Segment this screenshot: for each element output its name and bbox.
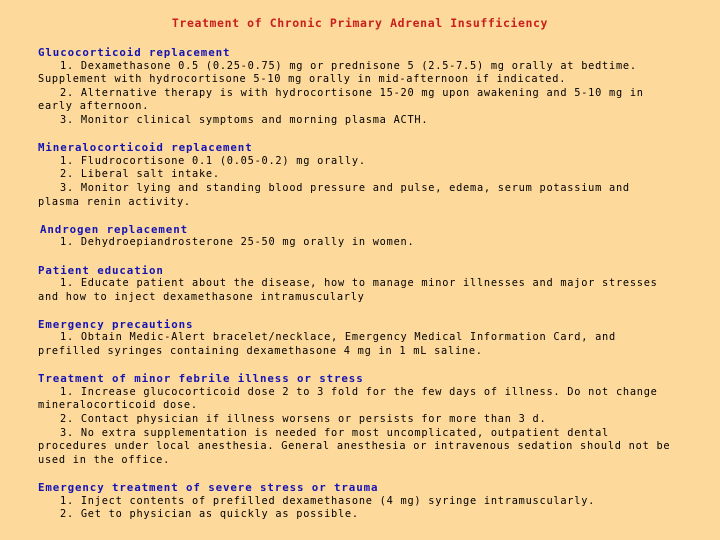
section-patient-education xyxy=(38,264,678,305)
section-mineralocorticoid xyxy=(38,141,678,209)
section-heading: Treatment of minor febrile illness or stress xyxy=(38,372,364,386)
section-heading: Glucocorticoid replacement xyxy=(38,46,231,59)
section-emergency-precautions xyxy=(38,318,678,359)
list-item: 2. Alternative therapy is with hydrocortisone 15-20 mg upon awakening and 5-10 mg in early afternoon. xyxy=(38,86,644,113)
list-item: 3. Monitor clinical symptoms and morning plasma ACTH. xyxy=(60,113,429,126)
section-heading: Emergency precautions xyxy=(38,317,194,331)
list-item: 3. Monitor lying and standing blood pressure and pulse, edema, serum potassium and plasma renin activity. xyxy=(38,181,630,208)
slide-content xyxy=(38,46,678,522)
list-item: 2. Liberal salt intake. xyxy=(60,168,220,181)
section-heading: Mineralocorticoid replacement xyxy=(38,141,253,155)
list-item: 1. Dehydroepiandrosterone 25-50 mg orally in women. xyxy=(60,236,415,249)
section-glucocorticoid xyxy=(38,46,678,128)
list-item: 2. Contact physician if illness worsens or persists for more than 3 d. xyxy=(60,413,547,426)
list-item: 1. Dexamethasone 0.5 (0.25-0.75) mg or prednisone 5 (2.5-7.5) mg orally at bedtime. Supplement with hydrocortisone 5-10 mg orally in mid-afternoon if indicated. xyxy=(38,59,637,86)
section-minor-illness xyxy=(38,372,678,467)
list-item: 1. Inject contents of prefilled dexamethasone (4 mg) syringe intramuscularly. xyxy=(60,494,596,507)
list-item: 2. Get to physician as quickly as possible. xyxy=(60,508,359,521)
list-item: 3. No extra supplementation is needed for most uncomplicated, outpatient dental procedures under local anesthesia. General anesthesia or intravenous sedation should not be used in the office. xyxy=(38,426,671,466)
slide-title: Treatment of Chronic Primary Adrenal Insufficiency xyxy=(171,16,549,30)
section-androgen xyxy=(38,223,678,250)
list-item: 1. Obtain Medic-Alert bracelet/necklace, Emergency Medical Information Card, and prefilled syringes containing dexamethasone 4 mg in 1 mL saline. xyxy=(38,331,616,358)
list-item: 1. Increase glucocorticoid dose 2 to 3 fold for the few days of illness. Do not change mineralocorticoid dose. xyxy=(38,385,658,412)
list-item: 1. Educate patient about the disease, how to manage minor illnesses and major stresses and how to inject dexamethasone intramuscularly xyxy=(38,277,658,303)
section-heading: Emergency treatment of severe stress or trauma xyxy=(38,481,379,494)
section-heading: Androgen replacement xyxy=(40,222,189,236)
section-heading: Patient education xyxy=(38,263,164,277)
section-severe-stress xyxy=(38,481,678,522)
list-item: 1. Fludrocortisone 0.1 (0.05-0.2) mg orally. xyxy=(60,154,366,167)
